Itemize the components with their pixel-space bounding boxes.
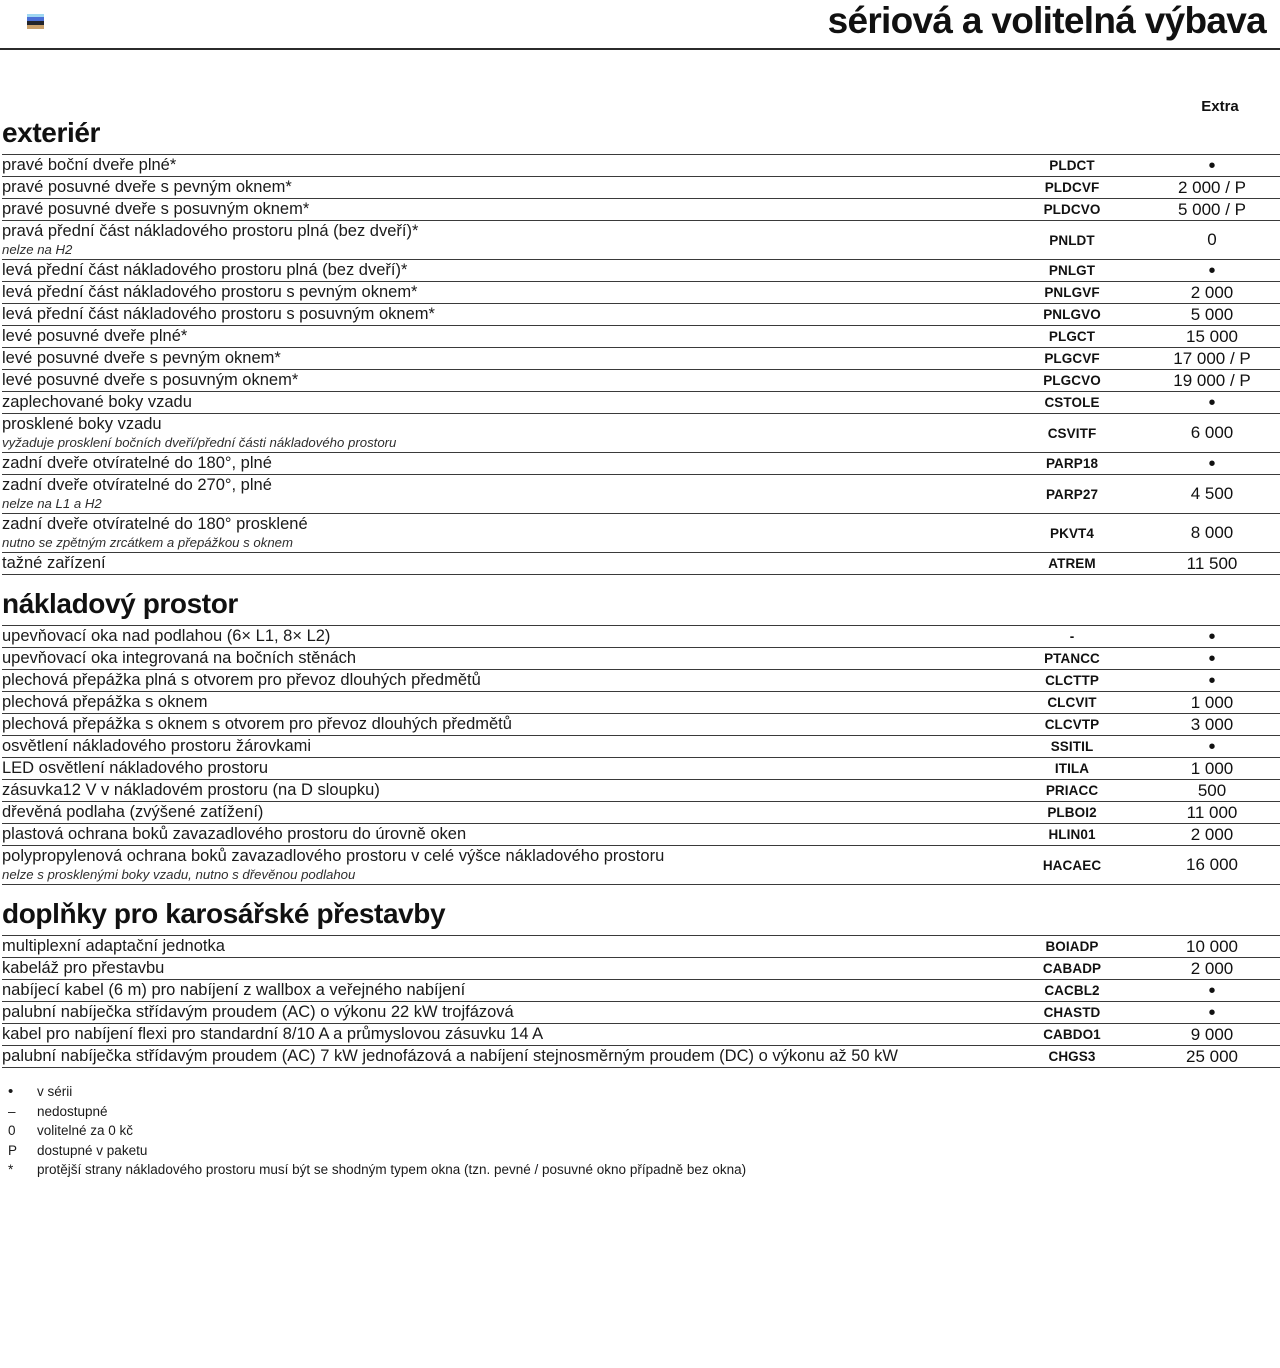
option-code: CLCVTP (1044, 717, 1100, 732)
option-label-cell (2, 692, 1002, 714)
option-code: SSITIL (1050, 739, 1094, 754)
option-label: polypropylenová ochrana boků zavazadlového prostoru v celé výšce nákladového prostoru (2, 847, 665, 865)
legend-symbol: P (8, 1142, 18, 1158)
option-label: upevňovací oka integrovaná na bočních stěnách (2, 649, 357, 667)
table-row (2, 475, 1280, 514)
option-label-cell (2, 980, 1002, 1002)
section-title-doplnky-pro-karosarske-prestavby: doplňky pro karosářské přestavby (2, 898, 446, 929)
option-price: • (1208, 979, 1216, 1002)
table-row (2, 348, 1280, 370)
table-row (2, 936, 1280, 958)
table-row (2, 453, 1280, 475)
option-note: nutno se zpětným zrcátkem a přepážkou s oknem (2, 535, 294, 550)
option-code: CHASTD (1043, 1005, 1101, 1020)
table-row (2, 846, 1280, 885)
option-code: PLGCVO (1043, 373, 1101, 388)
column-header-row (2, 50, 1266, 126)
option-price: • (1208, 259, 1216, 282)
option-code: PLGCT (1048, 329, 1096, 344)
option-label: levé posuvné dveře s pevným oknem* (2, 349, 281, 367)
option-label-cell (2, 282, 1002, 304)
table-row (2, 824, 1280, 846)
option-label-cell (2, 514, 1002, 553)
legend-symbol: • (8, 1083, 14, 1100)
table-row (2, 221, 1280, 260)
option-label-cell (2, 553, 1002, 575)
option-price: • (1208, 625, 1216, 648)
option-label-cell (2, 1024, 1002, 1046)
option-label: palubní nabíječka střídavým proudem (AC) 7 kW jednofázová a nabíjení stejnosměrným proudem (DC) o výkonu až 50 kW (2, 1047, 898, 1065)
option-code: CABDO1 (1043, 1027, 1101, 1042)
option-label-cell (2, 1046, 1002, 1068)
option-code: PLDCVF (1044, 180, 1100, 195)
option-price: 9 000 (1190, 1024, 1234, 1044)
option-code: PNLGVF (1044, 285, 1100, 300)
table-row (2, 553, 1280, 575)
option-label: multiplexní adaptační jednotka (2, 937, 225, 955)
options-table-exterier (2, 154, 1280, 575)
legend-item (4, 1102, 1266, 1122)
option-label: osvětlení nákladového prostoru žárovkami (2, 737, 312, 755)
legend-text: nedostupné (37, 1103, 108, 1119)
legend-symbol: – (8, 1103, 16, 1119)
option-code: PNLGT (1048, 263, 1096, 278)
option-code: HACAEC (1042, 857, 1102, 873)
option-code: PKVT4 (1049, 525, 1094, 541)
option-price: 1 000 (1190, 692, 1234, 712)
option-label-cell (2, 414, 1002, 453)
table-row (2, 958, 1280, 980)
option-code: - (1069, 629, 1075, 644)
option-label: levá přední část nákladového prostoru s posuvným oknem* (2, 305, 435, 323)
option-label-cell (2, 648, 1002, 670)
table-row (2, 980, 1280, 1002)
table-row (2, 326, 1280, 348)
table-row (2, 155, 1280, 177)
legend-symbol: 0 (8, 1123, 16, 1138)
option-price: 1 000 (1190, 758, 1234, 778)
option-price: 17 000 / P (1173, 348, 1251, 368)
page-content (0, 50, 1280, 1180)
option-label: plechová přepážka plná s otvorem pro převoz dlouhých předmětů (2, 671, 481, 689)
table-row (2, 670, 1280, 692)
option-label-cell (2, 714, 1002, 736)
option-code: PLDCVO (1043, 202, 1101, 217)
legend-item (4, 1141, 1266, 1161)
table-row (2, 736, 1280, 758)
option-price: 25 000 (1186, 1046, 1238, 1066)
option-price: 4 500 (1190, 484, 1234, 503)
table-row (2, 199, 1280, 221)
option-price: 11 500 (1186, 553, 1238, 573)
option-label-cell (2, 177, 1002, 199)
option-code: PLDCT (1049, 158, 1095, 173)
option-code: CLCTTP (1045, 673, 1099, 688)
option-label-cell (2, 326, 1002, 348)
option-label-cell (2, 1002, 1002, 1024)
option-note: vyžaduje prosklení bočních dveří/přední části nákladového prostoru (2, 435, 397, 450)
option-price: 5 000 / P (1177, 199, 1247, 219)
option-code: ITILA (1054, 761, 1090, 776)
option-label: zadní dveře otvíratelné do 180° prosklené (2, 515, 308, 533)
option-label: LED osvětlení nákladového prostoru (2, 759, 268, 777)
table-row (2, 370, 1280, 392)
option-label: pravá přední část nákladového prostoru plná (bez dveří)* (2, 222, 419, 240)
legend-item (4, 1121, 1266, 1141)
table-row (2, 1024, 1280, 1046)
option-label: palubní nabíječka střídavým proudem (AC) o výkonu 22 kW trojfázová (2, 1003, 514, 1021)
table-row (2, 414, 1280, 453)
option-label: kabeláž pro přestavbu (2, 959, 165, 977)
option-label-cell (2, 846, 1002, 885)
option-label: tažné zařízení (2, 554, 106, 572)
option-label: zaplechované boky vzadu (2, 393, 192, 411)
section-title-exterier: exteriér (2, 117, 100, 148)
option-code: PLGCVF (1044, 351, 1100, 366)
option-label-cell (2, 221, 1002, 260)
table-row (2, 1046, 1280, 1068)
option-note: nelze na L1 a H2 (2, 496, 102, 511)
option-price: 3 000 (1190, 714, 1234, 734)
brand-logo-icon (27, 14, 44, 29)
option-label-cell (2, 758, 1002, 780)
option-code: PTANCC (1044, 651, 1100, 666)
table-row (2, 758, 1280, 780)
option-label-cell (2, 670, 1002, 692)
option-price: 10 000 (1186, 936, 1238, 956)
option-code: BOIADP (1045, 939, 1099, 954)
option-label-cell (2, 155, 1002, 177)
option-label: zadní dveře otvíratelné do 270°, plné (2, 476, 272, 494)
sections-container (2, 116, 1266, 1068)
option-label: plechová přepážka s oknem (2, 693, 208, 711)
option-code: PNLDT (1049, 232, 1095, 248)
option-note: nelze na H2 (2, 242, 73, 257)
option-note: nelze s prosklenými boky vzadu, nutno s dřevěnou podlahou (2, 867, 356, 882)
option-price: • (1208, 647, 1216, 670)
page-title: sériová a volitelná výbava (827, 0, 1266, 41)
option-label: dřevěná podlaha (zvýšené zatížení) (2, 803, 264, 821)
option-code: PNLGVO (1043, 307, 1101, 322)
column-header-extra: Extra (1201, 98, 1239, 115)
table-row (2, 304, 1280, 326)
option-label-cell (2, 824, 1002, 846)
option-label: levé posuvné dveře plné* (2, 327, 188, 345)
option-code: CLCVIT (1047, 695, 1097, 710)
table-row (2, 802, 1280, 824)
option-code: CHGS3 (1048, 1049, 1096, 1064)
option-label-cell (2, 475, 1002, 514)
option-label: upevňovací oka nad podlahou (6× L1, 8× L2) (2, 627, 331, 645)
legend-symbol: * (8, 1162, 14, 1177)
table-row (2, 714, 1280, 736)
option-price: 2 000 (1190, 958, 1234, 978)
table-row (2, 1002, 1280, 1024)
option-label-cell (2, 453, 1002, 475)
option-label-cell (2, 260, 1002, 282)
option-label: nabíjecí kabel (6 m) pro nabíjení z wallbox a veřejného nabíjení (2, 981, 466, 999)
option-code: PARP27 (1045, 486, 1099, 502)
option-label-cell (2, 736, 1002, 758)
option-label-cell (2, 392, 1002, 414)
option-price: • (1208, 391, 1216, 414)
option-label: levá přední část nákladového prostoru s pevným oknem* (2, 283, 418, 301)
legend-text: protější strany nákladového prostoru musí být se shodným typem okna (tzn. pevné / posuvné okno případně bez okna) (37, 1162, 747, 1177)
option-price: • (1208, 735, 1216, 758)
table-row (2, 648, 1280, 670)
option-label-cell (2, 936, 1002, 958)
option-price: 2 000 (1190, 824, 1234, 844)
option-price: 2 000 (1190, 282, 1234, 302)
option-price: 2 000 / P (1177, 177, 1247, 197)
legend-text: dostupné v paketu (37, 1142, 148, 1158)
table-row (2, 626, 1280, 648)
option-price: 19 000 / P (1173, 370, 1251, 390)
option-label-cell (2, 958, 1002, 980)
option-price: 8 000 (1190, 523, 1234, 542)
option-label-cell (2, 626, 1002, 648)
legend (2, 1082, 1266, 1180)
table-row (2, 780, 1280, 802)
option-label: prosklené boky vzadu (2, 415, 162, 433)
option-price: 0 (1207, 230, 1217, 249)
option-label: pravé posuvné dveře s posuvným oknem* (2, 200, 310, 218)
option-code: PLBOI2 (1047, 805, 1097, 820)
option-label-cell (2, 780, 1002, 802)
option-code: CABADP (1042, 961, 1102, 976)
option-price: 11 000 (1186, 802, 1238, 822)
option-price: 16 000 (1186, 855, 1238, 874)
option-label-cell (2, 802, 1002, 824)
option-label-cell (2, 304, 1002, 326)
table-row (2, 692, 1280, 714)
option-code: CSVITF (1047, 425, 1097, 441)
legend-text: volitelné za 0 kč (37, 1123, 134, 1138)
legend-text: v sérii (37, 1084, 73, 1099)
option-label-cell (2, 348, 1002, 370)
option-code: CSTOLE (1044, 395, 1100, 410)
option-label: plechová přepážka s oknem s otvorem pro převoz dlouhých předmětů (2, 715, 512, 733)
options-table-doplnky-pro-karosarske-prestavby (2, 935, 1280, 1068)
option-code: PARP18 (1045, 456, 1099, 471)
legend-item (4, 1082, 1266, 1102)
option-price: • (1208, 452, 1216, 475)
option-label: kabel pro nabíjení flexi pro standardní 8/10 A a průmyslovou zásuvku 14 A (2, 1025, 544, 1043)
option-price: 500 (1197, 780, 1227, 800)
option-label: pravé posuvné dveře s pevným oknem* (2, 178, 292, 196)
table-row (2, 260, 1280, 282)
option-price: 15 000 (1186, 326, 1238, 346)
option-label: levé posuvné dveře s posuvným oknem* (2, 371, 299, 389)
option-price: • (1208, 154, 1216, 177)
table-row (2, 177, 1280, 199)
option-code: CACBL2 (1044, 983, 1100, 998)
option-label: zásuvka12 V v nákladovém prostoru (na D sloupku) (2, 781, 380, 799)
option-label-cell (2, 199, 1002, 221)
option-label: pravé boční dveře plné* (2, 156, 177, 174)
option-price: • (1208, 669, 1216, 692)
legend-item (4, 1160, 1266, 1180)
option-label: zadní dveře otvíratelné do 180°, plné (2, 454, 272, 472)
table-row (2, 392, 1280, 414)
table-row (2, 514, 1280, 553)
option-price: 5 000 (1190, 304, 1234, 324)
option-code: PRIACC (1045, 783, 1099, 798)
option-label: levá přední část nákladového prostoru plná (bez dveří)* (2, 261, 408, 279)
page-header (0, 0, 1280, 50)
option-price: • (1208, 1001, 1216, 1024)
options-table-nakladovy-prostor (2, 625, 1280, 885)
option-label: plastová ochrana boků zavazadlového prostoru do úrovně oken (2, 825, 467, 843)
option-price: 6 000 (1190, 423, 1234, 442)
option-code: HLIN01 (1048, 827, 1096, 842)
section-title-nakladovy-prostor: nákladový prostor (2, 588, 238, 619)
option-label-cell (2, 370, 1002, 392)
option-code: ATREM (1048, 556, 1096, 571)
table-row (2, 282, 1280, 304)
